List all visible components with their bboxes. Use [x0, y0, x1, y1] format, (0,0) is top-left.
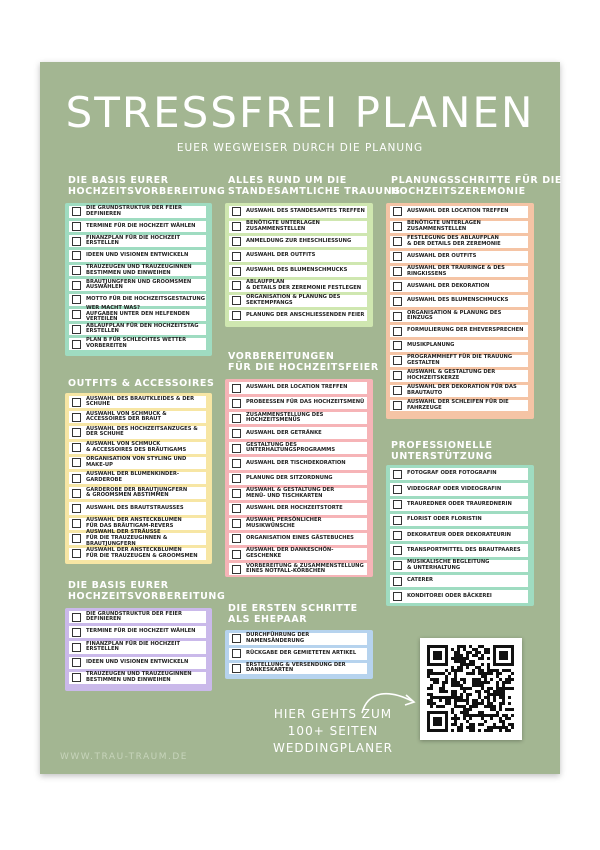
checklist-item[interactable] — [69, 206, 206, 218]
checkbox-icon[interactable] — [72, 325, 81, 334]
checklist-item-label: ABLAUFPLAN FÜR DEN HOCHZEITSTAG ERSTELLEN — [86, 322, 199, 335]
checkbox-icon[interactable] — [72, 310, 81, 319]
checkbox-icon[interactable] — [72, 519, 81, 528]
checkbox-icon[interactable] — [232, 296, 241, 305]
checklist-item[interactable] — [229, 427, 367, 439]
checklist-item[interactable] — [390, 206, 528, 218]
section-title-zeremonie: PLANUNGSSCHRITTE FÜR DIE HOCHZEITSZEREMONIE — [391, 175, 562, 197]
checklist-item[interactable] — [390, 514, 528, 526]
checklist-item-label: TERMINE FÜR DIE HOCHZEIT WÄHLEN — [86, 222, 196, 229]
checkbox-icon[interactable] — [72, 458, 81, 467]
checklist-item[interactable] — [69, 396, 206, 408]
checklist-item-label: FLORIST ODER FLORISTIN — [407, 516, 482, 523]
checklist-item-label: TRAUZEUGEN UND TRAUZEUGINNEN BESTIMMEN UND EINWEIHEN — [86, 671, 192, 683]
checklist-item-label: AUSWAHL DER TRAURINGE & DES RINGKISSENS — [407, 264, 505, 277]
checklist-item[interactable] — [229, 563, 367, 575]
checklist-item[interactable] — [69, 235, 206, 247]
checklist-item[interactable] — [390, 575, 528, 587]
checklist-item-label: TERMINE FÜR DIE HOCHZEIT WÄHLEN — [86, 628, 196, 635]
checkbox-icon[interactable] — [72, 443, 81, 452]
checklist-item-label: AUSWAHL DER DEKORATION FÜR DAS BRAUTAUTO — [407, 384, 517, 396]
checklist-item[interactable] — [229, 397, 367, 409]
checkbox-icon[interactable] — [72, 222, 81, 231]
checklist-item[interactable] — [390, 499, 528, 511]
section-title-profis: PROFESSIONELLE UNTERSTÜTZUNG — [391, 440, 493, 462]
checkbox-icon[interactable] — [393, 500, 402, 509]
checklist-item-label: ORGANISATION EINES GÄSTEBUCHES — [246, 535, 354, 542]
checklist-item-label: ZUSAMMENSTELLUNG DES HOCHZEITSMENÜS — [246, 411, 324, 424]
checklist-item[interactable] — [69, 611, 206, 623]
checklist-item-label: AUSWAHL DER OUTFITS — [246, 252, 316, 259]
checklist-item-label: AUSWAHL DER LOCATION TREFFEN — [407, 208, 509, 215]
checklist-item-label: ORGANISATION & PLANUNG DES EINZUGS — [407, 309, 502, 322]
page-title: STRESSFREI PLANEN — [65, 88, 535, 137]
checklist-item-label: AUSWAHL DES STANDESAMTES TREFFEN — [246, 208, 365, 215]
checklist-item[interactable] — [229, 265, 367, 277]
checklist-item-label: AUSWAHL DER GETRÄNKE — [246, 429, 322, 436]
checklist-item-label: FORMULIERUNG DER EHEVERSPRECHEN — [407, 327, 524, 334]
checklist-item-label: RÜCKGABE DER GEMIETETEN ARTIKEL — [246, 649, 357, 656]
cta-line-1: HIER GEHTS ZUM — [273, 707, 393, 721]
checklist-item-label: AUSWAHL DES BRAUTSTRAUSSES — [86, 504, 184, 511]
checklist-card-profis — [386, 465, 534, 606]
checkbox-icon[interactable] — [232, 267, 241, 276]
checklist-item-label: WER MACHT WAS? AUFGABEN UNTER DEN HELFENDEN VERTEILEN — [86, 305, 190, 323]
checklist-item[interactable] — [229, 488, 367, 500]
checklist-item[interactable] — [390, 295, 528, 307]
checkbox-icon[interactable] — [232, 252, 241, 261]
checklist-item[interactable] — [390, 590, 528, 602]
checklist-item-label: FINANZPLAN FÜR DIE HOCHZEIT ERSTELLEN — [86, 640, 181, 653]
checklist-item-label: ORGANISATION VON STYLING UND MAKE-UP — [86, 456, 187, 468]
checkbox-icon[interactable] — [232, 384, 241, 393]
checklist-item-label: IDEEN UND VISIONEN ENTWICKELN — [86, 252, 189, 259]
checkbox-icon[interactable] — [232, 399, 241, 408]
checkbox-icon[interactable] — [72, 673, 81, 682]
checkbox-icon[interactable] — [72, 549, 81, 558]
checklist-item-label: AUSWAHL DES BLUMENSCHMUCKS — [407, 297, 509, 304]
checkbox-icon[interactable] — [72, 643, 81, 652]
checkbox-icon[interactable] — [232, 207, 241, 216]
checkbox-icon[interactable] — [393, 252, 402, 261]
checklist-item[interactable] — [229, 548, 367, 560]
checklist-card-feier — [225, 379, 373, 577]
section-title-basis-1: DIE BASIS EURER HOCHZEITSVORBEREITUNG — [68, 175, 226, 197]
checklist-item-label: FINANZPLAN FÜR DIE HOCHZEIT ERSTELLEN — [86, 234, 181, 247]
checklist-item[interactable] — [69, 672, 206, 684]
checklist-item-label: TRANSPORTMITTEL DES BRAUTPAARES — [407, 546, 521, 553]
checkbox-icon[interactable] — [393, 561, 402, 570]
checklist-item[interactable] — [69, 411, 206, 423]
checkbox-icon[interactable] — [72, 398, 81, 407]
checklist-item-label: MOTTO FÜR DIE HOCHZEITSGESTALTUNG — [86, 296, 206, 303]
checklist-item-label: AUSWAHL DER DANKESCHÖN-GESCHENKE — [246, 547, 334, 560]
checkbox-icon[interactable] — [232, 534, 241, 543]
checkbox-icon[interactable] — [72, 266, 81, 275]
checkbox-icon[interactable] — [393, 516, 402, 525]
checkbox-icon[interactable] — [232, 489, 241, 498]
website-url: WWW.TRAU-TRAUM.DE — [60, 752, 188, 762]
checklist-item[interactable] — [229, 633, 367, 645]
checkbox-icon[interactable] — [72, 474, 81, 483]
checklist-item[interactable] — [229, 280, 367, 292]
checklist-item-label: TRAUZEUGEN UND TRAUZEUGINNEN BESTIMMEN UND EINWEIHEN — [86, 264, 192, 276]
checklist-item[interactable] — [69, 305, 206, 323]
checklist-item[interactable] — [390, 340, 528, 352]
checklist-item-label: KONDITOREI ODER BÄCKEREI — [407, 592, 492, 599]
checklist-item[interactable] — [229, 518, 367, 530]
checkbox-icon[interactable] — [232, 311, 241, 320]
checklist-card-basis-2 — [65, 608, 212, 691]
checklist-card-outfits — [65, 393, 212, 564]
checklist-item[interactable] — [390, 385, 528, 397]
checklist-item-label: IDEEN UND VISIONEN ENTWICKELN — [86, 658, 189, 665]
checklist-card-zeremonie — [386, 203, 534, 419]
checklist-item-label: AUSWAHL DES BRAUTKLEIDES & DER SCHUHE — [86, 395, 195, 408]
cta-line-2: 100+ SEITEN WEDDINGPLANER — [272, 724, 394, 755]
checkbox-icon[interactable] — [393, 401, 402, 410]
checklist-item[interactable] — [229, 310, 367, 322]
checklist-item[interactable] — [69, 221, 206, 233]
checklist-item[interactable] — [390, 400, 528, 412]
checkbox-icon[interactable] — [72, 534, 81, 543]
checkbox-icon[interactable] — [393, 592, 402, 601]
checklist-item[interactable] — [69, 324, 206, 336]
checklist-item-label: ANMELDUNG ZUR EHESCHLIESSUNG — [246, 237, 352, 244]
checklist-item[interactable] — [229, 648, 367, 660]
checklist-item[interactable] — [69, 457, 206, 469]
checklist-item[interactable] — [69, 626, 206, 638]
checklist-item[interactable] — [69, 294, 206, 306]
qr-code-icon[interactable] — [420, 638, 522, 740]
checklist-item-label: AUSWAHL PERSÖNLICHER MUSIKWÜNSCHE — [246, 517, 322, 529]
checklist-item-label: AUSWAHL DER SCHLEIFEN FÜR DIE FAHRZEUGE — [407, 398, 509, 411]
checkbox-icon[interactable] — [393, 371, 402, 380]
checklist-item-label: AUSWAHL DES BLUMENSCHMUCKS — [246, 267, 348, 274]
checklist-item[interactable] — [390, 370, 528, 382]
checklist-item[interactable] — [69, 442, 206, 454]
checklist-item[interactable] — [69, 529, 206, 547]
checklist-item[interactable] — [69, 338, 206, 350]
checkbox-icon[interactable] — [232, 474, 241, 483]
checkbox-icon[interactable] — [232, 504, 241, 513]
checkbox-icon[interactable] — [72, 613, 81, 622]
checkbox-icon[interactable] — [393, 531, 402, 540]
checklist-item[interactable] — [390, 236, 528, 248]
checkbox-icon[interactable] — [393, 237, 402, 246]
checklist-item[interactable] — [229, 533, 367, 545]
checkbox-icon[interactable] — [72, 628, 81, 637]
checkbox-icon[interactable] — [232, 414, 241, 423]
checkbox-icon[interactable] — [393, 546, 402, 555]
checklist-item-label: GESTALTUNG DES UNTERHALTUNGSPROGRAMMS — [246, 441, 336, 454]
checkbox-icon[interactable] — [72, 295, 81, 304]
checklist-item[interactable] — [390, 468, 528, 480]
checklist-item[interactable] — [390, 544, 528, 556]
checklist-item-label: MUSIKPLANUNG — [407, 342, 455, 349]
checkbox-icon[interactable] — [72, 413, 81, 422]
checkbox-icon[interactable] — [232, 565, 241, 574]
checkbox-icon[interactable] — [232, 281, 241, 290]
checklist-item-label: CATERER — [407, 577, 434, 584]
checklist-item-label: FESTLEGUNG DES ABLAUFPLAN & DER DETAILS DER ZEREMONIE — [407, 235, 501, 247]
checklist-item-label: VORBEREITUNG & ZUSAMMENSTELLUNG EINES NOTFALL-KÖRBCHEN — [246, 562, 364, 575]
section-title-ehepaar: DIE ERSTEN SCHRITTE ALS EHEPAAR — [228, 603, 358, 625]
checkbox-icon[interactable] — [232, 664, 241, 673]
checklist-item-label: VIDEOGRAF ODER VIDEOGRAFIN — [407, 485, 502, 492]
checklist-item-label: AUSWAHL & GESTALTUNG DER MENÜ- UND TISCHKARTEN — [246, 487, 335, 499]
checkbox-icon[interactable] — [393, 386, 402, 395]
checkbox-icon[interactable] — [72, 251, 81, 260]
page-subtitle: EUER WEGWEISER DURCH DIE PLANUNG — [176, 142, 424, 154]
checkbox-icon[interactable] — [393, 485, 402, 494]
checklist-item[interactable] — [390, 266, 528, 278]
checklist-item-label: DURCHFÜHRUNG DER NAMENSÄNDERUNG — [246, 632, 310, 644]
checklist-item[interactable] — [69, 657, 206, 669]
checklist-item-label: GARDEROBE DER BRAUTJUNGFERN & GROOMSMEN ABSTIMMEN — [86, 486, 188, 499]
checklist-item-label: AUSWAHL DER BLUMENKINDER-GARDEROBE — [86, 471, 180, 484]
checklist-item-label: TRAUREDNER ODER TRAUREDNERIN — [407, 500, 512, 507]
checklist-item[interactable] — [69, 265, 206, 277]
checklist-item[interactable] — [390, 221, 528, 233]
checkbox-icon[interactable] — [393, 356, 402, 365]
checklist-item[interactable] — [229, 295, 367, 307]
checklist-item-label: AUSWAHL VON SCHMUCK & ACCESSOIRES DER BRAUT — [86, 410, 167, 423]
checkbox-icon[interactable] — [72, 489, 81, 498]
checklist-item-label: MUSIKALISCHE BEGLEITUNG & UNTERHALTUNG — [407, 559, 490, 571]
section-title-feier: VORBEREITUNGEN FÜR DIE HOCHZEITSFEIER — [228, 351, 379, 373]
checklist-item-label: AUSWAHL DER ANSTECKBLUMEN FÜR DAS BRÄUTIGAM-REVERS — [86, 517, 182, 529]
checkbox-icon[interactable] — [72, 428, 81, 437]
checklist-card-standesamt — [225, 203, 373, 327]
qr-code-graphic — [420, 638, 522, 740]
section-title-outfits: OUTFITS & ACCESSOIRES — [68, 378, 215, 389]
checklist-item[interactable] — [69, 279, 206, 291]
checkbox-icon[interactable] — [72, 658, 81, 667]
checklist-item-label: ORGANISATION & PLANUNG DES SEKTEMPFANGS — [246, 294, 341, 306]
checkbox-icon[interactable] — [393, 470, 402, 479]
checkbox-icon[interactable] — [393, 327, 402, 336]
checklist-item[interactable] — [229, 457, 367, 469]
checklist-item[interactable] — [390, 483, 528, 495]
checklist-item[interactable] — [229, 473, 367, 485]
checklist-item[interactable] — [229, 206, 367, 218]
checklist-item[interactable] — [229, 412, 367, 424]
checkbox-icon[interactable] — [72, 207, 81, 216]
checkbox-icon[interactable] — [232, 237, 241, 246]
checklist-item-label: AUSWAHL DER OUTFITS — [407, 252, 477, 259]
checkbox-icon[interactable] — [393, 267, 402, 276]
checklist-item[interactable] — [69, 502, 206, 514]
checklist-item-label: BENÖTIGTE UNTERLAGEN ZUSAMMENSTELLEN — [407, 220, 481, 232]
checklist-item-label: PLAN B FÜR SCHLECHTES WETTER VORBEREITEN — [86, 337, 187, 350]
checklist-item[interactable] — [69, 250, 206, 262]
checklist-card-basis-1 — [65, 203, 212, 356]
checklist-item[interactable] — [390, 560, 528, 572]
checkbox-icon[interactable] — [72, 281, 81, 290]
checkbox-icon[interactable] — [393, 312, 402, 321]
checklist-item-label: ERSTELLUNG & VERSENDUNG DER DANKESKARTEN — [246, 661, 346, 674]
checklist-item-label: AUSWAHL DER TISCHDEKORATION — [246, 459, 346, 466]
checklist-item[interactable] — [69, 426, 206, 438]
checklist-item[interactable] — [229, 503, 367, 515]
checklist-item[interactable] — [390, 355, 528, 367]
checklist-item-label: BENÖTIGTE UNTERLAGEN ZUSAMMENSTELLEN — [246, 220, 320, 232]
checkbox-icon[interactable] — [232, 429, 241, 438]
checklist-item-label: AUSWAHL DES HOCHZEITSANZUGES & DER SCHUHE — [86, 425, 198, 438]
checklist-item[interactable] — [229, 663, 367, 675]
checkbox-icon[interactable] — [72, 340, 81, 349]
checklist-item-label: AUSWAHL DER LOCATION TREFFEN — [246, 384, 348, 391]
checklist-item-label: AUSWAHL DER ANSTECKBLUMEN FÜR DIE TRAUZEUGEN & GROOMSMEN — [86, 547, 198, 559]
checklist-item[interactable] — [229, 250, 367, 262]
checklist-item-label: AUSWAHL DER HOCHZEITSTORTE — [246, 505, 343, 511]
checkbox-icon[interactable] — [393, 297, 402, 306]
checklist-item-label: ABLAUFPLAN & DETAILS DER ZEREMONIE FESTLEGEN — [246, 279, 362, 291]
checklist-item[interactable] — [390, 529, 528, 541]
checkbox-icon[interactable] — [232, 649, 241, 658]
checkbox-icon[interactable] — [232, 519, 241, 528]
checklist-item-label: PROBEESSEN FÜR DAS HOCHZEITSMENÜ — [246, 399, 365, 406]
checklist-item[interactable] — [229, 236, 367, 248]
checklist-card-ehepaar — [225, 630, 373, 679]
checklist-item[interactable] — [229, 221, 367, 233]
checklist-item[interactable] — [229, 442, 367, 454]
checklist-item[interactable] — [69, 518, 206, 530]
checkbox-icon[interactable] — [232, 634, 241, 643]
checklist-item[interactable] — [69, 487, 206, 499]
checkbox-icon[interactable] — [393, 282, 402, 291]
checklist-item[interactable] — [69, 641, 206, 653]
checkbox-icon[interactable] — [72, 237, 81, 246]
checkbox-icon[interactable] — [393, 207, 402, 216]
checklist-item-label: DEKORATEUR ODER DEKORATEURIN — [407, 531, 512, 538]
checklist-item[interactable] — [390, 325, 528, 337]
checklist-item-label: DIE GRUNDSTRUKTUR DER FEIER DEFINIEREN — [86, 205, 182, 217]
checkbox-icon[interactable] — [72, 504, 81, 513]
checkbox-icon[interactable] — [232, 444, 241, 453]
checklist-item-label: PLANUNG DER SITZORDNUNG — [246, 474, 333, 481]
checklist-item-label: AUSWAHL DER STRÄUSSE FÜR DIE TRAUZEUGINNEN & BRAUTJUNGFERN — [86, 529, 168, 547]
checklist-item-label: BRAUTJUNGFERN UND GROOMSMEN AUSWÄHLEN — [86, 278, 192, 291]
checklist-item-label: AUSWAHL & GESTALTUNG DER HOCHZEITSKERZE — [407, 369, 496, 381]
checklist-item[interactable] — [390, 251, 528, 263]
checklist-item[interactable] — [69, 548, 206, 560]
planner-call-to-action — [258, 706, 408, 757]
section-title-standesamt: ALLES RUND UM DIE STANDESAMTLICHE TRAUUNG — [228, 175, 401, 197]
checklist-item-label: FOTOGRAF ODER FOTOGRAFIN — [407, 470, 497, 477]
checkbox-icon[interactable] — [232, 550, 241, 559]
checkbox-icon[interactable] — [393, 222, 402, 231]
checkbox-icon[interactable] — [232, 459, 241, 468]
checkbox-icon[interactable] — [232, 222, 241, 231]
checkbox-icon[interactable] — [393, 577, 402, 586]
checklist-item[interactable] — [69, 472, 206, 484]
section-title-basis-2: DIE BASIS EURER HOCHZEITSVORBEREITUNG — [68, 580, 226, 602]
checklist-item[interactable] — [229, 382, 367, 394]
checkbox-icon[interactable] — [393, 341, 402, 350]
checklist-item[interactable] — [390, 310, 528, 322]
checklist-item-label: PLANUNG DER ANSCHLIESSENDEN FEIER — [246, 311, 365, 318]
checklist-item-label: PROGRAMMHEFT FÜR DIE TRAUUNG GESTALTEN — [407, 354, 513, 366]
checklist-item-label: DIE GRUNDSTRUKTUR DER FEIER DEFINIEREN — [86, 610, 182, 623]
checklist-item[interactable] — [390, 280, 528, 292]
checklist-item-label: AUSWAHL VON SCHMUCK & ACCESSOIRES DES BRÄUTIGAMS — [86, 441, 187, 453]
checklist-item-label: AUSWAHL DER DEKORATION — [407, 282, 490, 289]
